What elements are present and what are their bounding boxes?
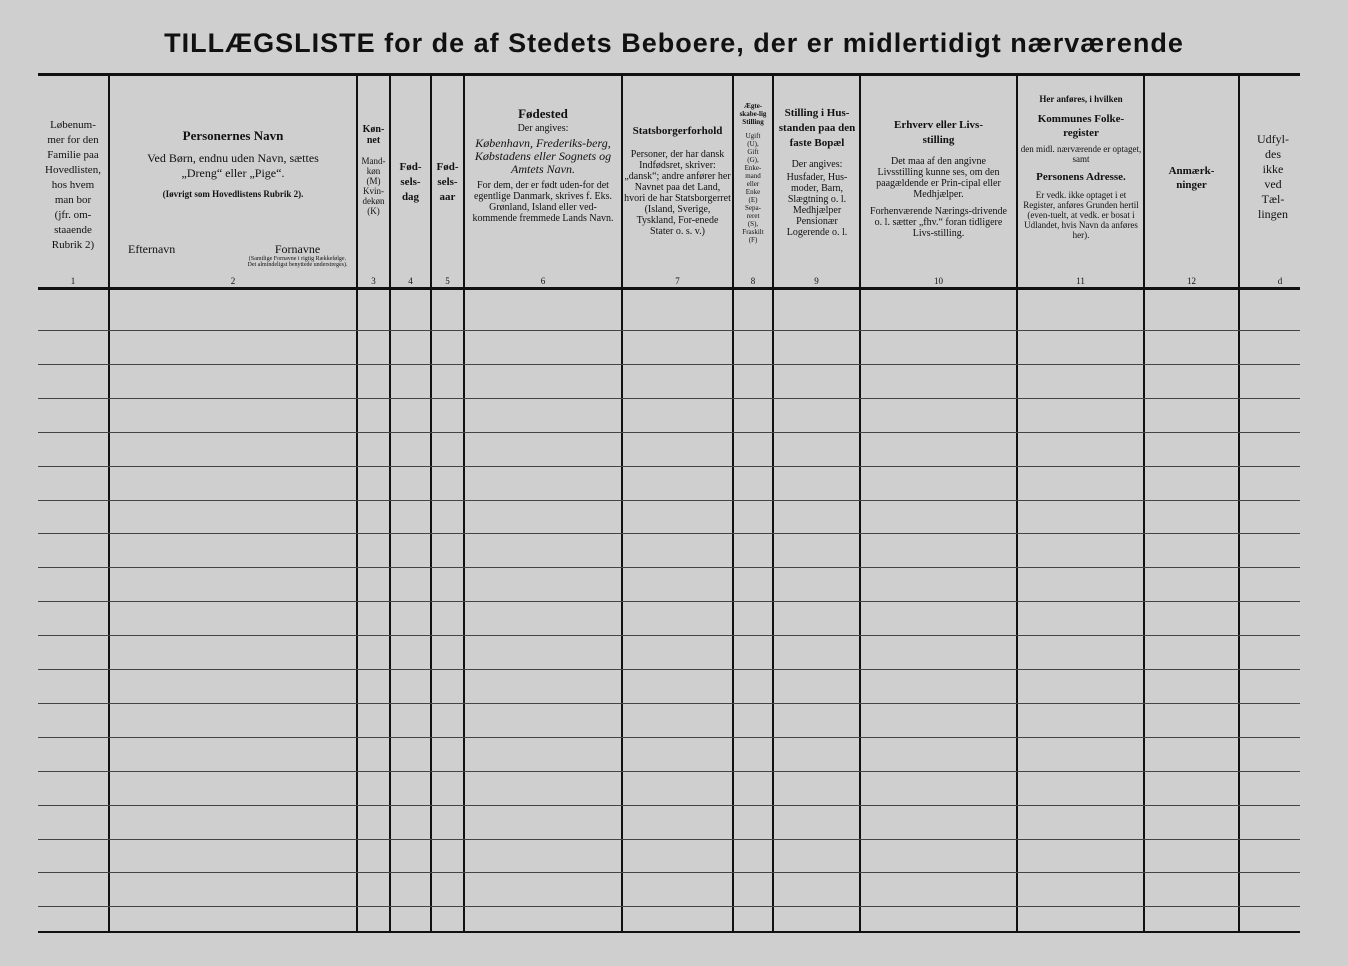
header-text: Ved Børn, endnu uden Navn, sættes	[147, 151, 319, 165]
header-line: Gift	[747, 148, 759, 156]
ruled-line	[38, 533, 1300, 534]
header-title: Fød-sels-aar	[436, 161, 459, 203]
column-number: 10	[934, 276, 943, 286]
header-line: eller	[746, 180, 760, 188]
header-title: Kommunes Folke-register	[1037, 113, 1125, 139]
column-header-d	[1240, 132, 1306, 337]
ruled-line	[38, 703, 1300, 704]
header-line: (K)	[367, 206, 380, 216]
column-number: 9	[814, 276, 819, 286]
column-header-7	[624, 126, 731, 331]
column-number: 12	[1187, 276, 1196, 286]
column-header-4	[391, 160, 430, 365]
header-title: Ægte-skabe-lig Stilling	[739, 102, 767, 126]
header-text: Det maa af den angivne Livsstilling kunne ses, om den paagældende er Prin-cipal eller Medhjælper.	[876, 156, 1001, 200]
header-text: Der angives:	[791, 159, 843, 170]
header-line: man bor	[54, 194, 92, 206]
header-title: Fød-sels-dag	[399, 161, 422, 203]
header-line: mer for den	[47, 134, 99, 146]
column-number: 2	[230, 276, 236, 286]
header-title: Fødested	[518, 106, 568, 121]
column-number: 4	[408, 276, 413, 286]
header-line: køn	[366, 166, 381, 176]
column-number: 1	[70, 276, 76, 286]
form-title: TILLÆGSLISTE for de af Stedets Beboere, der er midlertidigt nærværende	[164, 28, 1184, 58]
header-text: Forhenværende Nærings-drivende o. l. sætter „fhv.“ foran tidligere Livs-stilling.	[870, 206, 1007, 239]
ruled-line	[38, 839, 1300, 840]
header-text: Husfader, Hus-moder, Barn, Slægtning o. l. Medhjælper Pensionær Logerende o. l.	[786, 172, 848, 238]
ruled-line	[38, 364, 1300, 365]
header-text: København, Frederiks-berg, Købstadens eller Sognets og Amtets Navn.	[474, 136, 612, 176]
header-line: ikke	[1262, 162, 1284, 176]
column-header-2	[110, 130, 356, 335]
header-text: Er vedk. ikke optaget i et Register, anføres Grunden hertil (even-tuelt, at vedk. er bosat i Udlandet, hvis Navn da anføres her).	[1023, 190, 1139, 240]
header-text: For dem, der er født uden-for det egentlige Danmark, skrives f. Eks.	[473, 180, 613, 202]
column-header-3	[358, 124, 389, 329]
header-line: reret	[746, 212, 760, 220]
header-line: lingen	[1258, 207, 1288, 221]
subheader-efternavn: Efternavn	[128, 242, 176, 256]
column-number: 5	[445, 276, 450, 286]
header-text: Personer, der har dansk Indfødsret, skriver: „dansk“; andre anfører her Navnet paa det Land, hvori de har Statsborgerret (Island, Sverige, Tyskland, For-enede Stater o. s. v.)	[624, 149, 731, 237]
header-line: (F)	[748, 236, 758, 244]
subheader-fornavne: Fornavne	[274, 242, 321, 256]
header-title: Personernes Navn	[182, 128, 284, 143]
header-line: Familie paa	[47, 149, 99, 161]
column-number: 7	[675, 276, 680, 286]
column-divider	[1016, 76, 1018, 932]
ruled-line	[38, 601, 1300, 602]
header-line: Ugift	[745, 132, 761, 140]
column-header-1	[38, 118, 108, 323]
header-text: den midl. nærværende er optaget, samt	[1020, 144, 1142, 164]
ruled-line	[38, 500, 1300, 501]
header-note: (Iøvrigt som Hovedlistens Rubrik 2).	[162, 189, 304, 199]
ruled-line	[38, 635, 1300, 636]
subheader-note: (Samtlige Fornavne i rigtig Rækkefølge. Det almindeligst benyttede understreges).	[247, 256, 348, 268]
header-line: (jfr. om-	[54, 209, 92, 221]
column-header-11	[1020, 94, 1142, 299]
header-text: Der angives:	[517, 123, 569, 134]
header-line: Hovedlisten,	[45, 164, 101, 176]
bottom-rule	[38, 931, 1300, 933]
column-number: 6	[540, 276, 546, 286]
header-title: Stilling i Hus-standen paa den faste Bopæl	[778, 107, 856, 149]
ruled-line	[38, 872, 1300, 873]
column-divider	[772, 76, 774, 932]
header-title: Personens Adresse.	[1036, 171, 1126, 183]
top-rule	[38, 73, 1300, 76]
ruled-line	[38, 466, 1300, 467]
header-line: (S),	[747, 220, 759, 228]
header-text: Grønland, Island eller ved-kommende fremmede Lands Navn.	[472, 202, 614, 224]
header-line: Fraskilt	[742, 228, 764, 236]
column-number: d	[1277, 276, 1283, 286]
column-number: 11	[1076, 276, 1085, 286]
header-line: staaende	[54, 224, 92, 236]
header-line: Enke-	[744, 164, 762, 172]
header-line: dekøn	[362, 196, 385, 206]
header-title: Statsborgerforhold	[632, 125, 723, 137]
header-line: Sepa-	[745, 204, 761, 212]
ruled-line	[38, 567, 1300, 568]
column-number: 8	[750, 276, 756, 286]
header-line: mand	[745, 172, 761, 180]
header-line: Mand-	[361, 156, 386, 166]
header-line: Tæl-	[1261, 192, 1285, 206]
ruled-line	[38, 669, 1300, 670]
header-line: Enke	[745, 188, 761, 196]
header-title: Køn-net	[362, 124, 385, 146]
column-header-5	[432, 160, 463, 365]
ruled-line	[38, 432, 1300, 433]
ruled-line	[38, 737, 1300, 738]
column-header-10	[867, 118, 1010, 323]
ruled-line	[38, 906, 1300, 907]
header-line: des	[1265, 147, 1281, 161]
header-line: (E)	[748, 196, 758, 204]
header-text: Her anføres, i hvilken	[1039, 94, 1123, 104]
header-line: (M)	[366, 176, 381, 186]
column-divider	[621, 76, 623, 932]
header-line: hos hvem	[51, 179, 95, 191]
column-divider	[859, 76, 861, 932]
header-text: „Dreng“ eller „Pige“.	[181, 166, 285, 180]
ruled-line	[38, 398, 1300, 399]
header-line: (G),	[747, 156, 759, 164]
column-divider	[463, 76, 465, 932]
header-title: Anmærk-ninger	[1168, 165, 1215, 191]
ruled-line	[38, 805, 1300, 806]
header-line: Rubrik 2)	[51, 239, 95, 251]
column-header-12	[1145, 164, 1238, 369]
column-number: 3	[371, 276, 376, 286]
header-line: Kvin-	[363, 186, 384, 196]
header-line: Løbenum-	[50, 119, 96, 131]
header-line: ved	[1264, 177, 1282, 191]
header-line: (U),	[747, 140, 759, 148]
header-title: Erhverv eller Livs-stilling	[894, 119, 983, 146]
header-line: Udfyl-	[1257, 132, 1289, 146]
ruled-line	[38, 771, 1300, 772]
